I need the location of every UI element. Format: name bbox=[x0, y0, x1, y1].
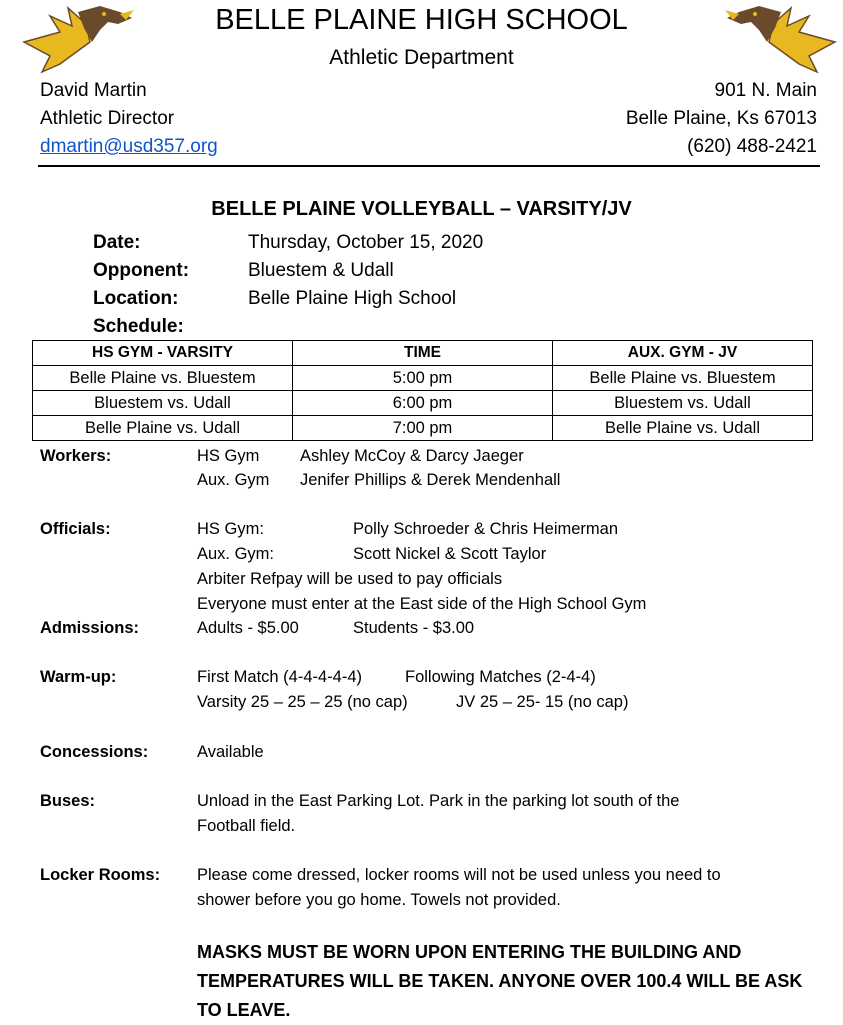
header-divider bbox=[38, 165, 820, 167]
warmup-jv-scoring: JV 25 – 25- 15 (no cap) bbox=[456, 693, 629, 711]
workers-aux-gym-label: Aux. Gym bbox=[197, 471, 270, 489]
table-cell: Belle Plaine vs. Bluestem bbox=[553, 366, 813, 391]
locker-rooms-line-2: shower before you go home. Towels not provided. bbox=[197, 891, 561, 909]
date-value: Thursday, October 15, 2020 bbox=[248, 232, 484, 253]
warmup-following-matches: Following Matches (2-4-4) bbox=[405, 668, 596, 686]
buses-line-1: Unload in the East Parking Lot. Park in the parking lot south of the bbox=[197, 792, 680, 810]
concessions-value: Available bbox=[197, 743, 264, 761]
locker-rooms-line-1: Please come dressed, locker rooms will not be used unless you need to bbox=[197, 866, 721, 884]
school-name: BELLE PLAINE HIGH SCHOOL bbox=[215, 4, 628, 36]
table-cell: Belle Plaine vs. Udall bbox=[33, 416, 293, 441]
location-label: Location: bbox=[93, 288, 179, 309]
officials-label: Officials: bbox=[40, 520, 111, 538]
workers-hs-gym-names: Ashley McCoy & Darcy Jaeger bbox=[300, 447, 524, 465]
schedule-table bbox=[32, 340, 813, 441]
date-label: Date: bbox=[93, 232, 141, 253]
table-cell: 6:00 pm bbox=[293, 391, 553, 416]
contact-email-link[interactable]: dmartin@usd357.org bbox=[40, 136, 218, 157]
concessions-label: Concessions: bbox=[40, 743, 149, 761]
department-name: Athletic Department bbox=[329, 46, 514, 69]
officials-hs-gym-label: HS Gym: bbox=[197, 520, 264, 538]
admissions-label: Admissions: bbox=[40, 619, 140, 637]
address-city: Belle Plaine, Ks 67013 bbox=[625, 108, 817, 129]
buses-label: Buses: bbox=[40, 792, 96, 810]
covid-notice: MASKS MUST BE WORN UPON ENTERING THE BUILDING AND TEMPERATURES WILL BE TAKEN. ANYONE OVER 100.4 WILL BE ASK TO LEAVE. bbox=[197, 942, 803, 1020]
warmup-varsity-scoring: Varsity 25 – 25 – 25 (no cap) bbox=[197, 693, 408, 711]
location-value: Belle Plaine High School bbox=[248, 288, 457, 309]
contact-name: David Martin bbox=[40, 80, 147, 101]
officials-note-payment: Arbiter Refpay will be used to pay officials bbox=[197, 570, 503, 588]
workers-label: Workers: bbox=[40, 447, 112, 465]
column-header: AUX. GYM - JV bbox=[553, 341, 813, 366]
buses-line-2: Football field. bbox=[197, 817, 296, 835]
officials-note-entrance: Everyone must enter at the East side of the High School Gym bbox=[197, 595, 647, 613]
table-cell: Bluestem vs. Udall bbox=[553, 391, 813, 416]
table-row bbox=[33, 391, 813, 416]
table-header-row bbox=[33, 341, 813, 366]
opponent-label: Opponent: bbox=[93, 260, 190, 281]
table-cell: Belle Plaine vs. Udall bbox=[553, 416, 813, 441]
table-cell: 7:00 pm bbox=[293, 416, 553, 441]
admissions-adults: Adults - $5.00 bbox=[197, 619, 299, 637]
table-cell: Bluestem vs. Udall bbox=[33, 391, 293, 416]
admissions-students: Students - $3.00 bbox=[353, 619, 475, 637]
column-header: TIME bbox=[293, 341, 553, 366]
warmup-label: Warm-up: bbox=[40, 668, 117, 686]
address-street: 901 N. Main bbox=[714, 80, 817, 101]
table-row bbox=[33, 416, 813, 441]
event-title: BELLE PLAINE VOLLEYBALL – VARSITY/JV bbox=[211, 198, 632, 220]
officials-aux-gym-label: Aux. Gym: bbox=[197, 545, 275, 563]
officials-hs-gym-names: Polly Schroeder & Chris Heimerman bbox=[353, 520, 619, 538]
workers-hs-gym-label: HS Gym bbox=[197, 447, 260, 465]
warmup-first-match: First Match (4-4-4-4-4) bbox=[197, 668, 363, 686]
table-row bbox=[33, 366, 813, 391]
officials-aux-gym-names: Scott Nickel & Scott Taylor bbox=[353, 545, 547, 563]
phone-number: (620) 488-2421 bbox=[687, 136, 817, 157]
locker-rooms-label: Locker Rooms: bbox=[40, 866, 161, 884]
schedule-label: Schedule: bbox=[93, 316, 184, 337]
contact-title: Athletic Director bbox=[40, 108, 175, 129]
table-cell: Belle Plaine vs. Bluestem bbox=[33, 366, 293, 391]
column-header: HS GYM - VARSITY bbox=[33, 341, 293, 366]
workers-aux-gym-names: Jenifer Phillips & Derek Mendenhall bbox=[300, 471, 561, 489]
table-cell: 5:00 pm bbox=[293, 366, 553, 391]
opponent-value: Bluestem & Udall bbox=[248, 260, 394, 281]
